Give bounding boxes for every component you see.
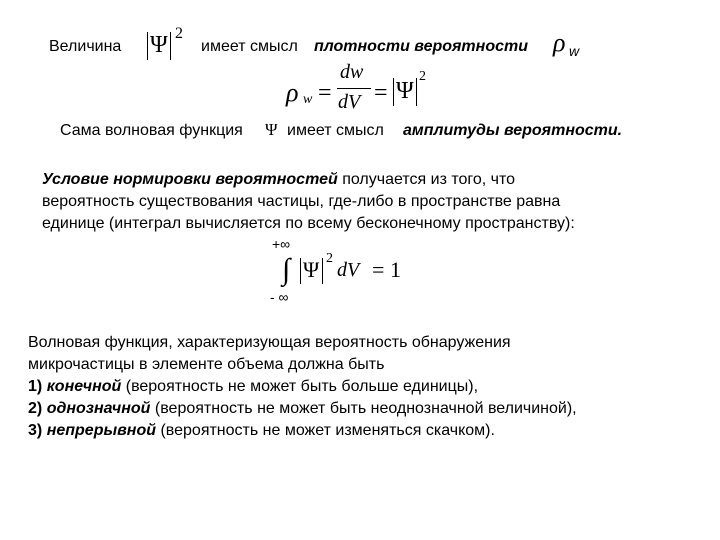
integral-psi: Ψ (303, 257, 320, 282)
formula-abs-bar-right (416, 78, 417, 106)
conditions-text-2: микрочастицы в элементе объема должна быть (28, 356, 385, 373)
normalization-term: Условие нормировки вероятностей (42, 171, 338, 188)
psi-symbol: Ψ (150, 32, 168, 58)
exponent: 2 (175, 25, 183, 42)
normalization-text-3: единице (интеграл вычисляется по всему бесконечному пространству): (42, 215, 575, 232)
wavefunction-psi: Ψ (265, 120, 278, 139)
integral-exponent: 2 (326, 251, 333, 266)
integral-dv: dV (337, 259, 360, 281)
item-term: конечной (46, 378, 122, 395)
magnitude-label: Величина (49, 38, 122, 55)
item-description: (вероятность не может быть больше единицы), (125, 378, 479, 395)
integral-upper-limit: +∞ (272, 236, 291, 252)
integral-lower-limit: - ∞ (270, 289, 289, 305)
fraction-line (337, 88, 371, 89)
wavefunction-text: Сама волновая функция (60, 122, 243, 139)
item-description: (вероятность не может быть неоднозначной величиной), (154, 400, 577, 417)
normalization-text-2: вероятность существования частицы, где-либо в пространстве равна (42, 193, 561, 210)
formula-abs-bar-left (393, 78, 394, 106)
formula-equals-1: = (318, 80, 332, 106)
item-description: (вероятность не может изменяться скачком). (160, 422, 495, 439)
integral-abs-bar-left (300, 258, 301, 284)
rho-symbol: ρ (553, 28, 566, 57)
formula-denominator: dV (338, 91, 361, 113)
item-number: 3) (28, 422, 43, 439)
formula-psi: Ψ (396, 78, 414, 104)
item-term: однозначной (46, 400, 151, 417)
item-term: непрерывной (46, 422, 157, 439)
rho-subscript: w (569, 43, 580, 59)
integral-one: 1 (390, 257, 401, 282)
abs-bar-right (170, 32, 171, 60)
formula-rho-subscript: w (303, 92, 313, 107)
formula-exponent: 2 (419, 69, 426, 84)
probability-density-term: плотности вероятности (314, 38, 528, 55)
item-number: 2) (28, 400, 43, 417)
list-item (28, 376, 478, 398)
probability-amplitude-term: амплитуды вероятности. (403, 122, 623, 139)
integral-abs-bar-right (322, 258, 323, 284)
meaning-text: имеет смысл (201, 38, 298, 55)
abs-bar-left (147, 32, 148, 60)
wavefunction-meaning: имеет смысл (287, 122, 384, 139)
integral-equals: = (372, 257, 385, 282)
formula-numerator: dw (340, 61, 364, 83)
formula-equals-2: = (374, 80, 388, 106)
integral-sign: ∫ (282, 253, 291, 286)
conditions-text-1: Волновая функция, характеризующая вероятность обнаружения (28, 334, 511, 351)
formula-rho: ρ (286, 78, 299, 107)
item-number: 1) (28, 378, 43, 395)
list-item (28, 420, 495, 442)
list-item (28, 398, 577, 420)
normalization-text-1: получается из того, что (342, 171, 516, 188)
